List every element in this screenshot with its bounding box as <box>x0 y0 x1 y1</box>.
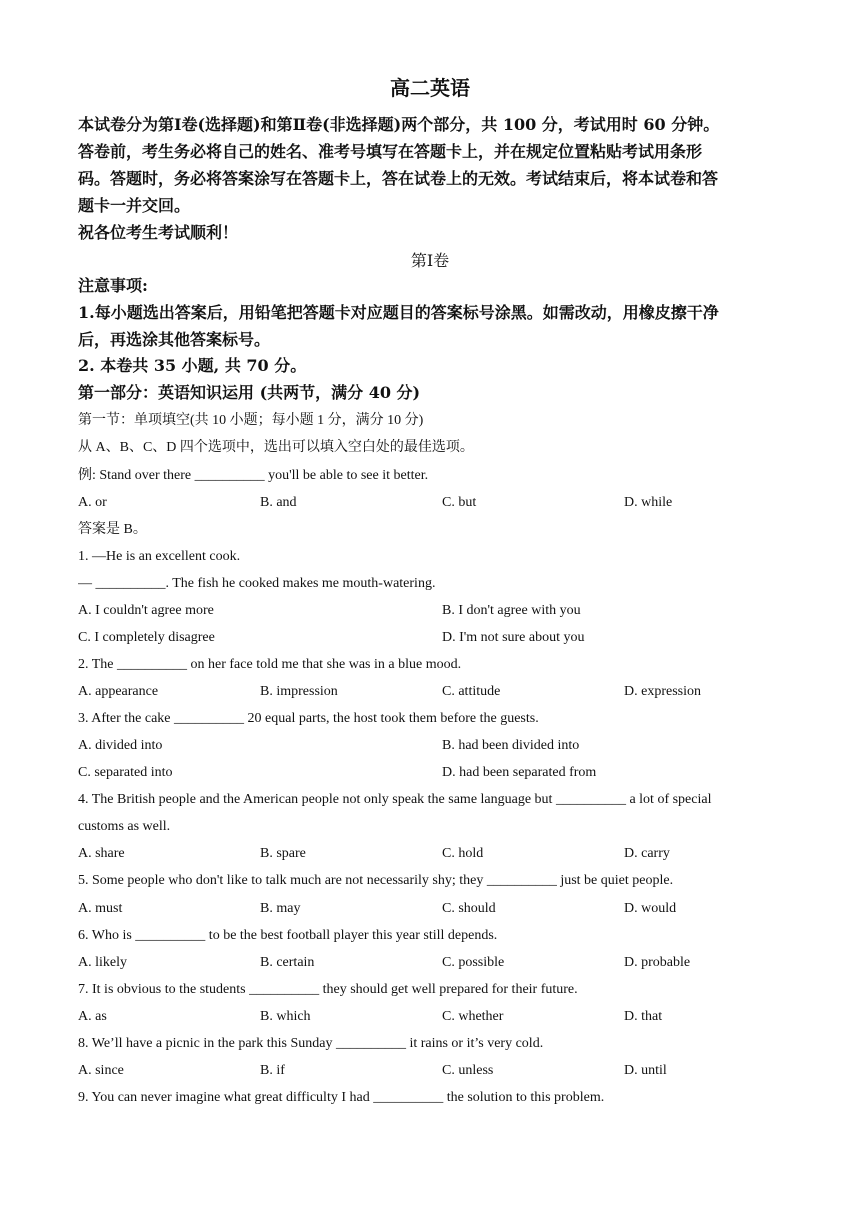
option-a: A. appearance <box>78 684 159 699</box>
option-c: C. separated into <box>78 765 173 780</box>
question-stem: 1. —He is an excellent cook. <box>78 549 241 564</box>
option-a: A. divided into <box>78 738 163 753</box>
option-b: B. spare <box>260 846 306 861</box>
option-d: D. until <box>624 1063 667 1078</box>
example-option-a: A. or <box>78 495 107 510</box>
option-c: C. I completely disagree <box>78 630 215 645</box>
option-a: A. since <box>78 1063 124 1078</box>
notice-heading: 注意事项: <box>78 276 148 295</box>
example-answer: 答案是 B。 <box>78 522 147 537</box>
option-b: B. which <box>260 1009 311 1024</box>
option-c: C. should <box>442 901 496 916</box>
option-b: B. may <box>260 901 301 916</box>
intro-line: 题卡一并交回。 <box>78 196 191 215</box>
option-b: B. if <box>260 1063 285 1078</box>
option-b: B. certain <box>260 955 315 970</box>
option-b: B. I don't agree with you <box>442 603 581 618</box>
part-heading: 第一部分：英语知识运用 (共两节，满分 40 分) <box>78 383 421 402</box>
question-stem: 2. The __________ on her face told me that she was in a blue mood. <box>78 657 462 672</box>
intro-line: 本试卷分为第Ⅰ卷(选择题)和第Ⅱ卷(非选择题)两个部分，共 100 分，考试用时 60 分钟。 <box>78 115 720 134</box>
question-stem: 8. We’ll have a picnic in the park this Sunday __________ it rains or it’s very cold. <box>78 1036 544 1051</box>
option-d: D. I'm not sure about you <box>442 630 585 645</box>
intro-line: 码。答题时，务必将答案涂写在答题卡上，答在试卷上的无效。考试结束后，将本试卷和答 <box>78 169 719 188</box>
notice-line: 后，再选涂其他答案标号。 <box>78 330 271 349</box>
option-c: C. attitude <box>442 684 501 699</box>
question-stem: 9. You can never imagine what great difficulty I had __________ the solution to this problem. <box>78 1090 605 1105</box>
section-heading: 第一节：单项填空(共 10 小题；每小题 1 分，满分 10 分) <box>78 413 424 428</box>
notice-line: 2. 本卷共 35 小题, 共 70 分。 <box>78 356 307 375</box>
question-stem: — __________. The fish he cooked makes me mouth-watering. <box>78 576 436 591</box>
example-option-c: C. but <box>442 495 477 510</box>
option-a: A. share <box>78 846 125 861</box>
instruction: 从 A、B、C、D 四个选项中，选出可以填入空白处的最佳选项。 <box>78 440 474 455</box>
notice-line: 1.每小题选出答案后，用铅笔把答题卡对应题目的答案标号涂黑。如需改动，用橡皮擦干净 <box>78 303 719 322</box>
option-d: D. would <box>624 901 677 916</box>
question-stem: 7. It is obvious to the students __________ they should get well prepared for their future. <box>78 982 578 997</box>
option-d: D. expression <box>624 684 701 699</box>
option-c: C. whether <box>442 1009 504 1024</box>
option-d: D. had been separated from <box>442 765 597 780</box>
option-c: C. possible <box>442 955 505 970</box>
question-stem: 5. Some people who don't like to talk much are not necessarily shy; they __________ just be quiet people. <box>78 873 674 888</box>
volume-title: 第Ⅰ卷 <box>410 251 450 270</box>
option-b: B. impression <box>260 684 338 699</box>
intro-line: 答卷前，考生务必将自己的姓名、准考号填写在答题卡上，并在规定位置粘贴考试用条形 <box>78 142 703 161</box>
option-c: C. unless <box>442 1063 494 1078</box>
intro-line: 祝各位考生考试顺利！ <box>78 223 239 242</box>
question-stem: customs as well. <box>78 819 171 834</box>
option-d: D. that <box>624 1009 663 1024</box>
example-stem: 例: Stand over there __________ you'll be able to see it better. <box>78 468 429 483</box>
question-stem: 3. After the cake __________ 20 equal parts, the host took them before the guests. <box>78 711 539 726</box>
option-b: B. had been divided into <box>442 738 580 753</box>
option-d: D. carry <box>624 846 670 861</box>
option-a: A. as <box>78 1009 107 1024</box>
option-a: A. likely <box>78 955 127 970</box>
option-c: C. hold <box>442 846 484 861</box>
page-title: 高二英语 <box>390 76 470 100</box>
option-a: A. must <box>78 901 123 916</box>
example-option-d: D. while <box>624 495 673 510</box>
option-a: A. I couldn't agree more <box>78 603 214 618</box>
question-stem: 4. The British people and the American people not only speak the same language but __________ a lot of special <box>78 792 712 807</box>
option-d: D. probable <box>624 955 691 970</box>
question-stem: 6. Who is __________ to be the best football player this year still depends. <box>78 928 498 943</box>
example-option-b: B. and <box>260 495 297 510</box>
